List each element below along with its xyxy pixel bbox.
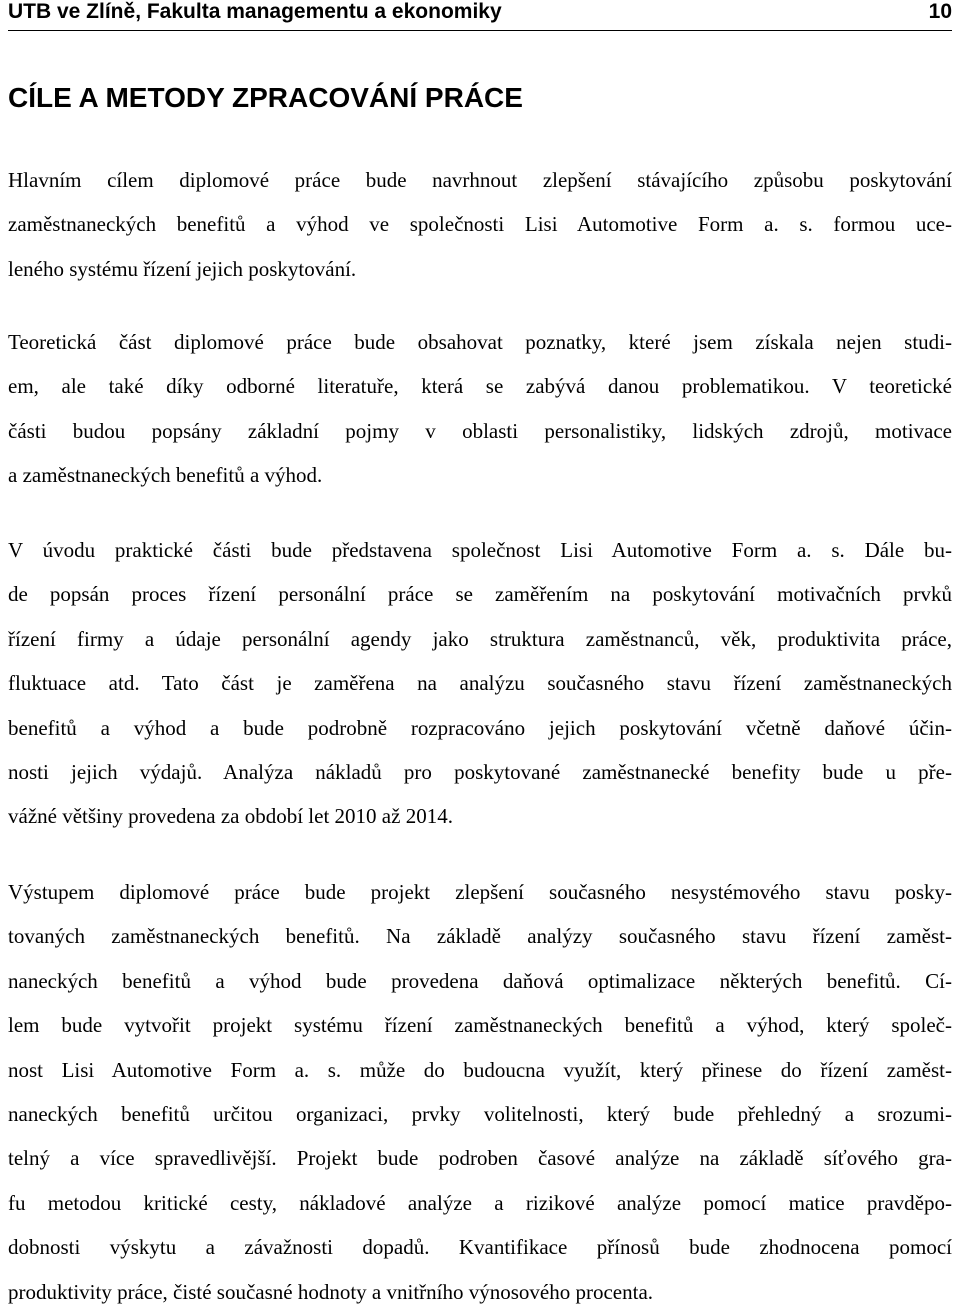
text-line: vážné většiny provedena za období let 2010 až 2014. xyxy=(8,804,453,829)
text-line: lem bude vytvořit projekt systému řízení zaměstnaneckých benefitů a výhod, který společ- xyxy=(8,1013,952,1038)
text-line: de popsán proces řízení personální práce se zaměřením na poskytování motivačních prvků xyxy=(8,582,952,607)
text-line: produktivity práce, čisté současné hodnoty a vnitřního výnosového procenta. xyxy=(8,1279,654,1304)
text-line: V úvodu praktické části bude představena společnost Lisi Automotive Form a. s. Dále bu- xyxy=(8,538,952,562)
text-line: fu metodou kritické cesty, nákladové analýze a rizikové analýze pomocí matice pravděpo- xyxy=(8,1190,952,1215)
chapter-title: CÍLE A METODY ZPRACOVÁNÍ PRÁCE xyxy=(8,82,523,113)
text-line: leného systému řízení jejich poskytování. xyxy=(8,256,357,281)
text-line: Teoretická část diplomové práce bude obsahovat poznatky, které jsem získala nejen studi- xyxy=(8,330,952,354)
text-line: Výstupem diplomové práce bude projekt zlepšení současného nesystémového stavu posky- xyxy=(8,880,952,904)
text-line: Hlavním cílem diplomové práce bude navrhnout zlepšení stávajícího způsobu poskytování xyxy=(8,168,952,192)
text-line: části budou popsány základní pojmy v oblasti personalistiky, lidských zdrojů, motivace xyxy=(8,418,952,443)
text-line: zaměstnaneckých benefitů a výhod ve společnosti Lisi Automotive Form a. s. formou uce- xyxy=(8,212,952,237)
text-line: telný a více spravedlivější. Projekt bude podroben časové analýze na základě síťového gra- xyxy=(8,1146,952,1171)
text-line: nost Lisi Automotive Form a. s. může do budoucna využít, který přinese do řízení zaměst- xyxy=(8,1057,952,1082)
text-line: naneckých benefitů a výhod bude provedena daňová optimalizace některých benefitů. Cí- xyxy=(8,968,952,993)
text-line: naneckých benefitů určitou organizaci, prvky volitelnosti, který bude přehledný a srozumi- xyxy=(8,1101,952,1126)
text-line: řízení firmy a údaje personální agendy jako struktura zaměstnanců, věk, produktivita práce, xyxy=(8,626,952,651)
text-line: em, ale také díky odborné literatuře, která se zabývá danou problematikou. V teoretické xyxy=(8,374,952,399)
header-title: UTB ve Zlíně, Fakulta managementu a ekonomiky xyxy=(8,0,502,23)
paragraph-main-goal xyxy=(8,158,952,291)
text-line: tovaných zaměstnaneckých benefitů. Na základě analýzy současného stavu řízení zaměst- xyxy=(8,924,952,949)
text-line: dobnosti výskytu a závažnosti dopadů. Kvantifikace přínosů bude zhodnocena pomocí xyxy=(8,1235,952,1260)
running-header xyxy=(8,0,952,31)
paragraph-thesis-output xyxy=(8,870,952,1314)
page-number: 10 xyxy=(928,0,952,23)
paragraph-theoretical-part xyxy=(8,320,952,498)
paragraph-practical-part xyxy=(8,528,952,839)
text-line: fluktuace atd. Tato část je zaměřena na analýzu současného stavu řízení zaměstnaneckých xyxy=(8,671,952,696)
text-line: benefitů a výhod a bude podrobně rozpracováno jejich poskytování včetně daňové účin- xyxy=(8,715,952,740)
text-line: nosti jejich výdajů. Analýza nákladů pro poskytované zaměstnanecké benefity bude u pře- xyxy=(8,759,952,784)
text-line: a zaměstnaneckých benefitů a výhod. xyxy=(8,463,323,488)
